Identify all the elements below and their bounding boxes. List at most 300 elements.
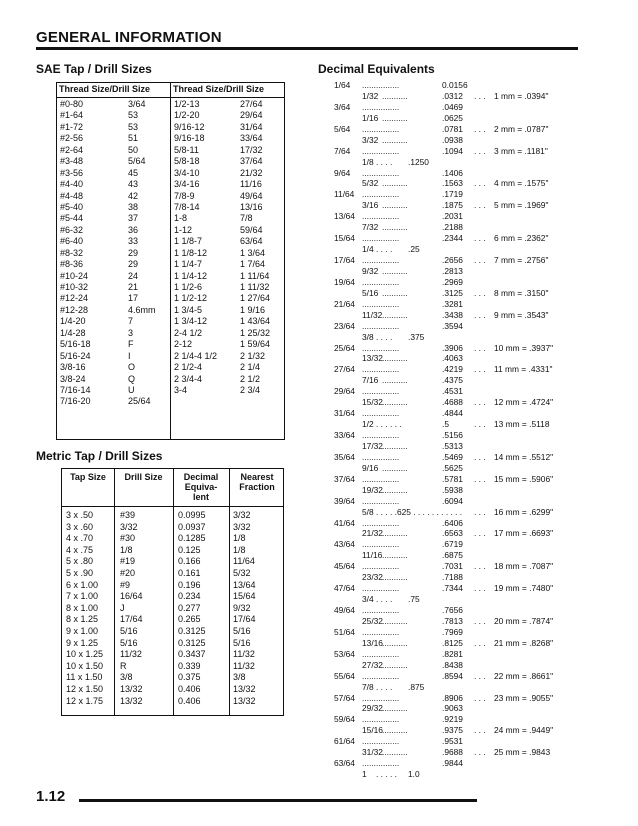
decimal-row [334, 649, 584, 660]
sae-row [60, 156, 168, 167]
mm-equivalent: 13 mm = .5118 [494, 419, 550, 430]
thread-size: #4-40 [60, 179, 84, 190]
leader-dots: ................ [362, 386, 400, 397]
decimal-row [334, 310, 584, 321]
decimal-row [334, 474, 584, 485]
decimal-value: .2813 [442, 265, 463, 276]
metric-header-cell [229, 472, 285, 492]
thread-size: 3/4-16 [174, 179, 200, 190]
sae-header-left: Thread Size/Drill Size [59, 84, 151, 94]
thread-size: #6-32 [60, 224, 84, 235]
leader-dots: . . . . [376, 681, 393, 692]
thread-size: #10-32 [60, 282, 89, 292]
decimal-equivalent: 0.0937 [178, 521, 206, 532]
thread-size: 9/16-12 [174, 121, 205, 132]
leader-dots: ........... [382, 484, 408, 495]
fraction: 35/64 [334, 451, 355, 462]
mm-equivalent: 8 mm = .3150" [494, 287, 549, 298]
decimal-row [334, 528, 584, 539]
decimal-value: .25 [408, 244, 420, 255]
decimal-equivalent: 0.125 [178, 544, 201, 555]
thread-size: 3-4 [174, 384, 188, 395]
metric-row [62, 649, 283, 661]
thread-size: #10-24 [60, 270, 89, 281]
leader-dots: ........... [382, 222, 408, 233]
fraction: 1 [362, 769, 367, 780]
metric-row [62, 510, 283, 522]
leader-dots: ................ [362, 342, 400, 353]
thread-size: #2-64 [60, 144, 84, 155]
fraction: 7/16 [362, 375, 379, 386]
decimal-row [334, 616, 584, 627]
decimal-row [334, 758, 584, 769]
thread-size: 1 1/4-7 [174, 259, 203, 270]
thread-size: 1 1/8-7 [174, 236, 203, 247]
drill-size: #9 [120, 579, 131, 590]
mm-equivalent: 6 mm = .2362" [494, 233, 549, 244]
mm-equivalent: 10 mm = .3937" [494, 342, 554, 353]
fraction: 7/64 [334, 145, 351, 156]
metric-row [62, 626, 283, 638]
page-title: GENERAL INFORMATION [36, 29, 222, 46]
fraction: 3/64 [334, 101, 351, 112]
thread-size: 3/8-24 [60, 373, 86, 384]
sae-row [60, 168, 168, 179]
decimal-row [334, 430, 584, 441]
drill-size: F [128, 339, 134, 350]
metric-row [62, 533, 283, 545]
leader-dots: ........... [382, 637, 408, 648]
metric-row [62, 661, 283, 673]
thread-size: 2-12 [174, 339, 193, 350]
decimal-value: .0938 [442, 134, 463, 145]
fraction: 15/16 [362, 725, 383, 736]
mm-separator: . . . [474, 287, 486, 298]
decimal-row [334, 288, 584, 299]
decimal-value: .5 [442, 419, 449, 430]
decimal-row [334, 124, 584, 135]
footer-rule [79, 799, 477, 802]
tap-size: 6 x 1.00 [66, 579, 99, 590]
thread-size: 7/16-14 [60, 384, 91, 395]
leader-dots: ........... [382, 550, 408, 561]
thread-size: 1 1/8-12 [174, 247, 208, 258]
decimal-row [334, 343, 584, 354]
mm-separator: . . . [474, 364, 486, 375]
thread-size: 1/4-20 [60, 316, 86, 327]
nearest-fraction: 11/64 [233, 556, 255, 567]
leader-dots: ................ [362, 758, 400, 769]
sae-row [174, 225, 284, 236]
thread-size: 7/16-20 [60, 396, 91, 407]
mm-separator: . . . [474, 309, 486, 320]
drill-size: 16/64 [120, 591, 143, 602]
leader-dots: ........... [382, 659, 408, 670]
thread-size: #8-36 [60, 259, 84, 270]
thread-size: #5-40 [60, 201, 84, 212]
drill-size: 11/32 [120, 649, 142, 660]
decimal-value: .3125 [442, 287, 463, 298]
metric-header-line: Drill Size [124, 472, 163, 482]
decimal-value: .875 [408, 681, 425, 692]
sae-row [60, 110, 168, 121]
fraction: 59/64 [334, 714, 355, 725]
decimal-row [334, 266, 584, 277]
decimal-row [334, 452, 584, 463]
decimal-value: .7344 [442, 583, 463, 594]
thread-size: 1 1/4-12 [174, 270, 208, 281]
mm-separator: . . . [474, 615, 486, 626]
leader-dots: ................ [362, 167, 400, 178]
leader-dots: ................ [362, 123, 400, 134]
drill-size: 13/16 [240, 201, 263, 212]
mm-equivalent: 17 mm = .6693" [494, 528, 554, 539]
fraction: 13/64 [334, 211, 355, 222]
nearest-fraction: 11/32 [233, 649, 255, 660]
decimal-row [334, 496, 584, 507]
decimal-row [334, 375, 584, 386]
fraction: 51/64 [334, 626, 355, 637]
metric-row [62, 638, 283, 650]
drill-size: 3/64 [128, 99, 146, 109]
sae-row [60, 259, 168, 270]
decimal-value: 1.0 [408, 769, 420, 780]
mm-separator: . . . [474, 419, 486, 430]
mm-separator: . . . [474, 123, 486, 134]
leader-dots: . . . . .625 . . . . . . . . . . . [376, 506, 463, 517]
decimal-row [334, 321, 584, 332]
thread-size: 2-4 1/2 [174, 327, 203, 338]
mm-separator: . . . [474, 145, 486, 156]
nearest-fraction: 17/64 [233, 614, 256, 625]
fraction: 21/32 [362, 528, 383, 539]
decimal-value: .8125 [442, 637, 463, 648]
leader-dots: ................ [362, 583, 400, 594]
sae-row [174, 385, 284, 396]
mm-equivalent: 25 mm = .9843 [494, 747, 551, 758]
decimal-row [334, 769, 584, 780]
decimal-row [334, 463, 584, 474]
sae-header-right: Thread Size/Drill Size [173, 84, 265, 94]
thread-size: 1-12 [174, 224, 193, 235]
sae-row [60, 236, 168, 247]
thread-size: 1/2-20 [174, 110, 200, 121]
fraction: 29/64 [334, 386, 355, 397]
decimal-equivalent: 0.277 [178, 602, 201, 613]
mm-equivalent: 9 mm = .3543" [494, 309, 549, 320]
drill-size: 29 [128, 247, 139, 258]
nearest-fraction: 11/32 [233, 660, 255, 671]
tap-size: 5 x .90 [66, 567, 94, 578]
metric-row [62, 522, 283, 534]
leader-dots: ........... [382, 375, 408, 386]
decimal-row [334, 277, 584, 288]
decimal-equivalent: 0.3125 [178, 637, 206, 648]
sae-row [60, 225, 168, 236]
decimal-value: .4688 [442, 397, 463, 408]
decimal-value: .3594 [442, 320, 463, 331]
nearest-fraction: 3/32 [233, 510, 251, 520]
thread-size: 3/8-16 [60, 362, 86, 373]
decimal-value: .4219 [442, 364, 463, 375]
metric-row [62, 556, 283, 568]
leader-dots: ........... [382, 287, 408, 298]
drill-size: 2 1/32 [240, 350, 266, 361]
thread-size: 5/16-18 [60, 339, 91, 350]
decimal-value: .4375 [442, 375, 463, 386]
nearest-fraction: 3/32 [233, 521, 251, 532]
leader-dots: ........... [382, 528, 408, 539]
tap-size: 9 x 1.25 [66, 637, 99, 648]
decimal-equivalent: 0.265 [178, 614, 201, 625]
decimal-value: .9531 [442, 736, 463, 747]
mm-equivalent: 11 mm = .4331" [494, 364, 553, 375]
leader-dots: ........... [382, 90, 408, 101]
drill-size: 17/64 [120, 614, 143, 625]
sae-row [60, 248, 168, 259]
decimal-row [334, 80, 584, 91]
fraction: 1/16 [362, 112, 379, 123]
fraction: 17/64 [334, 255, 355, 265]
decimal-value: .8594 [442, 670, 463, 681]
drill-size: 33/64 [240, 133, 263, 144]
thread-size: 2 1/2-4 [174, 362, 203, 373]
thread-size: 5/8-11 [174, 144, 199, 155]
drill-size: 38 [128, 201, 139, 212]
mm-equivalent: 21 mm = .8268" [494, 637, 554, 648]
decimal-equivalent: 0.375 [178, 672, 201, 683]
thread-size: 1-8 [174, 213, 188, 224]
fraction: 21/64 [334, 298, 355, 309]
drill-size: 3/8 [120, 672, 133, 683]
leader-dots: . . . . . [376, 769, 397, 780]
drill-size: #19 [120, 556, 136, 567]
drill-size: 1 7/64 [240, 259, 266, 270]
leader-dots: ................ [362, 648, 400, 659]
decimal-row [334, 364, 584, 375]
sae-row [174, 110, 284, 121]
leader-dots: ................ [362, 408, 400, 419]
drill-size: 1 9/16 [240, 304, 266, 315]
decimal-row [334, 332, 584, 343]
decimal-row [334, 233, 584, 244]
sae-row [60, 374, 168, 385]
drill-size: 63/64 [240, 236, 263, 247]
decimal-row [334, 189, 584, 200]
thread-size: 9/16-18 [174, 133, 205, 144]
drill-size: 3 [128, 327, 134, 338]
drill-size: 29/64 [240, 110, 263, 121]
mm-separator: . . . [474, 528, 486, 539]
fraction: 57/64 [334, 692, 355, 703]
metric-row [62, 580, 283, 592]
decimal-row [334, 605, 584, 616]
leader-dots: . . . . [376, 594, 393, 605]
decimal-row [334, 299, 584, 310]
mm-equivalent: 12 mm = .4724" [494, 397, 554, 408]
decimal-row [334, 353, 584, 364]
drill-size: 24 [128, 270, 139, 281]
nearest-fraction: 3/8 [233, 672, 246, 683]
mm-separator: . . . [474, 692, 486, 703]
drill-size: 45 [128, 167, 139, 178]
sae-row [60, 282, 168, 293]
metric-header-cell [114, 472, 173, 482]
metric-header-line: Nearest [240, 472, 274, 482]
fraction: 3/32 [362, 134, 379, 145]
mm-equivalent: 7 mm = .2756" [494, 255, 549, 265]
tap-size: 4 x .70 [66, 533, 94, 544]
drill-size: #30 [120, 533, 136, 544]
drill-size: 7/8 [240, 213, 253, 224]
drill-size: 21 [128, 282, 139, 292]
sae-row [60, 396, 168, 407]
decimal-value: .9688 [442, 747, 463, 758]
decimal-equivalents-list [334, 80, 584, 780]
fraction: 3/8 [362, 331, 374, 342]
thread-size: 7/8-9 [174, 190, 195, 201]
sae-row [174, 374, 284, 385]
sae-row [174, 99, 284, 110]
nearest-fraction: 5/32 [233, 567, 251, 578]
sae-row [174, 168, 284, 179]
decimal-row [334, 747, 584, 758]
decimal-row [334, 211, 584, 222]
tap-size: 4 x .75 [66, 544, 94, 555]
sae-row [174, 293, 284, 304]
decimal-value: .0625 [442, 112, 463, 123]
thread-size: #1-72 [60, 121, 84, 132]
nearest-fraction: 13/64 [233, 579, 256, 590]
sae-row [60, 191, 168, 202]
mm-separator: . . . [474, 397, 486, 408]
decimal-value: .7031 [442, 561, 463, 572]
decimal-value: .2969 [442, 276, 463, 287]
nearest-fraction: 1/8 [233, 544, 246, 555]
leader-dots: ........... [382, 178, 408, 189]
leader-dots: ................ [362, 189, 400, 200]
leader-dots: ................ [362, 276, 400, 287]
sae-row [60, 328, 168, 339]
nearest-fraction: 5/16 [233, 625, 251, 636]
decimal-row [334, 113, 584, 124]
drill-size: 43 [128, 179, 139, 190]
thread-size: #12-24 [60, 293, 89, 304]
fraction: 11/16 [362, 550, 383, 561]
decimal-value: .6406 [442, 517, 463, 528]
drill-size: 5/16 [120, 625, 138, 636]
leader-dots: ........... [382, 572, 408, 583]
fraction: 13/16 [362, 637, 383, 648]
leader-dots: ........... [382, 309, 408, 320]
drill-size: 1 11/64 [240, 270, 270, 281]
thread-size: #0-80 [60, 99, 84, 109]
sae-row [174, 156, 284, 167]
decimal-value: .5781 [442, 473, 463, 484]
mm-separator: . . . [474, 561, 486, 572]
fraction: 45/64 [334, 561, 355, 572]
drill-size: 31/64 [240, 121, 263, 132]
drill-size: 42 [128, 190, 139, 201]
leader-dots: ........... [382, 397, 408, 408]
mm-equivalent: 24 mm = .9449" [494, 725, 554, 736]
decimal-row [334, 168, 584, 179]
sae-row [60, 179, 168, 190]
decimal-row [334, 255, 584, 266]
thread-size: 1/4-28 [60, 327, 86, 338]
leader-dots: ........... [382, 462, 408, 473]
leader-dots: ........... [382, 200, 408, 211]
drill-size: U [128, 384, 135, 395]
drill-size: R [120, 660, 127, 671]
leader-dots: ................ [362, 714, 400, 725]
fraction: 37/64 [334, 473, 355, 484]
leader-dots: ........... [382, 747, 408, 758]
decimal-equivalent: 0.161 [178, 567, 201, 578]
decimal-value: .8438 [442, 659, 463, 670]
decimal-value: .5156 [442, 430, 463, 440]
leader-dots: ................ [362, 101, 400, 112]
thread-size: 3/4-10 [174, 167, 200, 178]
drill-size: 2 1/2 [240, 373, 261, 384]
thread-size: #6-40 [60, 236, 84, 247]
leader-dots: ................ [362, 430, 400, 440]
leader-dots: ................ [362, 473, 400, 484]
mm-separator: . . . [474, 255, 486, 265]
sae-row [60, 99, 168, 110]
leader-dots: . . . . [376, 331, 393, 342]
mm-equivalent: 22 mm = .8661" [494, 670, 554, 681]
mm-equivalent: 4 mm = .1575" [494, 178, 549, 189]
leader-dots: ........... [382, 703, 408, 714]
fraction: 41/64 [334, 517, 355, 528]
mm-separator: . . . [474, 473, 486, 484]
fraction: 17/32 [362, 440, 383, 451]
decimal-row [334, 660, 584, 671]
mm-separator: . . . [474, 90, 486, 101]
drill-size: 1 11/32 [240, 282, 270, 292]
mm-separator: . . . [474, 200, 486, 211]
thread-size: #1-64 [60, 110, 84, 121]
metric-header-line: Decimal [183, 472, 219, 482]
decimal-value: .1406 [442, 167, 463, 178]
decimal-row [334, 244, 584, 255]
metric-table-body [62, 510, 283, 707]
drill-size: 53 [128, 121, 139, 132]
fraction: 23/64 [334, 320, 355, 331]
fraction: 53/64 [334, 648, 355, 659]
sae-row [174, 259, 284, 270]
sae-row [60, 122, 168, 133]
fraction: 27/64 [334, 364, 355, 375]
decimal-value: .1563 [442, 178, 463, 189]
fraction: 39/64 [334, 495, 355, 506]
decimal-value: .3281 [442, 298, 463, 309]
fraction: 15/32 [362, 397, 383, 408]
decimal-value: .2656 [442, 255, 463, 265]
sae-row [174, 179, 284, 190]
sae-table [56, 82, 285, 440]
decimal-value: .0312 [442, 90, 463, 101]
fraction: 3/16 [362, 200, 379, 211]
drill-size: 1 3/64 [240, 247, 266, 258]
leader-dots: ................ [362, 320, 400, 331]
thread-size: 1 1/2-6 [174, 282, 203, 292]
fraction: 25/64 [334, 342, 355, 353]
decimal-row [334, 386, 584, 397]
tap-size: 8 x 1.00 [66, 602, 99, 613]
fraction: 1/32 [362, 90, 379, 101]
